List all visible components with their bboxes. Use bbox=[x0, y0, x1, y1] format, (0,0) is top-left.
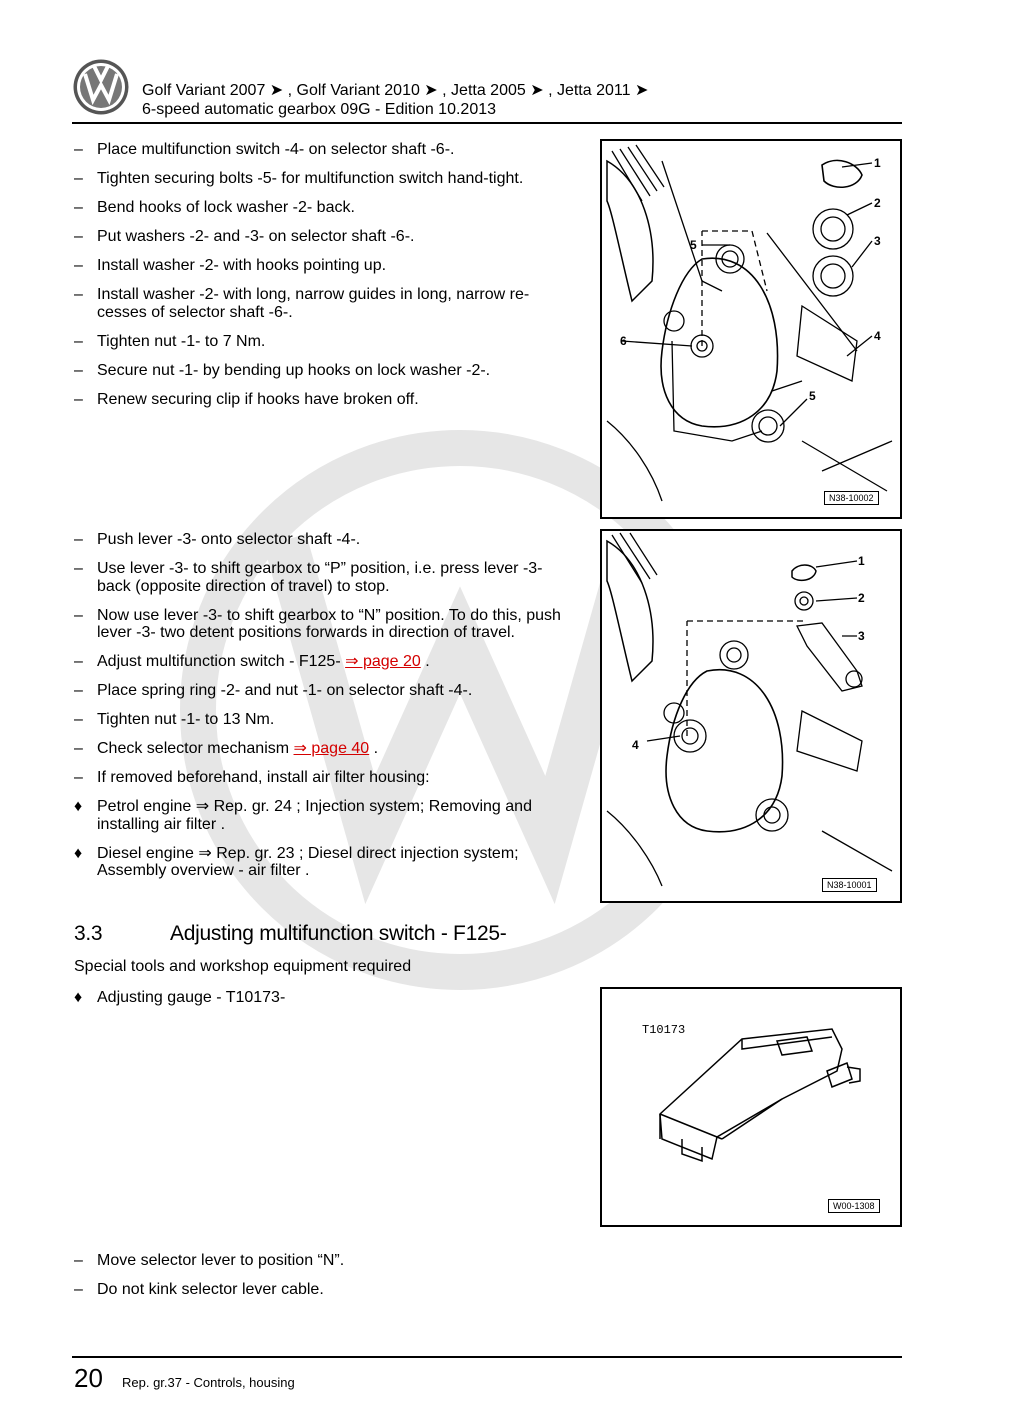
header-models: Golf Variant 2007 ➤ , Golf Variant 2010 ➤ , Jetta 2005 ➤ , Jetta 2011 ➤ bbox=[142, 82, 649, 99]
list-item: – Use lever -3- to shift gearbox to “P” position, i.e. press lever -3- back (opposite direction of travel) to stop. bbox=[74, 560, 543, 595]
list-item: ♦ Adjusting gauge - T10173- bbox=[74, 989, 286, 1006]
list-item: – Install washer -2- with hooks pointing up. bbox=[74, 257, 387, 274]
vw-logo-icon bbox=[72, 58, 130, 116]
figure-code: W00-1308 bbox=[828, 1199, 880, 1213]
adjusting-gauge-drawing bbox=[602, 989, 900, 1225]
switch-assembly-drawing bbox=[602, 141, 900, 517]
footer-chapter: Rep. gr.37 - Controls, housing bbox=[122, 1375, 295, 1390]
svg-text:6: 6 bbox=[620, 334, 627, 348]
figure-adjusting-gauge bbox=[600, 987, 902, 1227]
list-item: – Tighten nut -1- to 7 Nm. bbox=[74, 332, 266, 350]
instruction-list-3 bbox=[74, 1252, 574, 1310]
svg-text:5: 5 bbox=[690, 238, 697, 252]
tool-label: T10173 bbox=[642, 1023, 686, 1037]
list-item: – Push lever -3- onto selector shaft -4-. bbox=[74, 531, 361, 548]
svg-text:3: 3 bbox=[858, 629, 865, 643]
list-item: – Tighten nut -1- to 13 Nm. bbox=[74, 711, 275, 728]
page-header bbox=[72, 58, 902, 124]
svg-text:4: 4 bbox=[632, 738, 639, 752]
figure-code: N38-10002 bbox=[824, 491, 879, 505]
footer-rule bbox=[72, 1356, 902, 1358]
instruction-list-1 bbox=[74, 141, 574, 420]
list-item: – Tighten securing bolts -5- for multifunction switch hand-tight. bbox=[74, 170, 524, 187]
list-item: – Secure nut -1- by bending up hooks on lock washer -2-. bbox=[74, 361, 491, 379]
selector-lever-drawing bbox=[602, 531, 900, 901]
svg-text:1: 1 bbox=[858, 554, 865, 568]
list-item: ♦ Petrol engine ⇒ Rep. gr. 24 ; Injection system; Removing and installing air filter . bbox=[74, 798, 532, 833]
svg-text:1: 1 bbox=[874, 156, 881, 170]
list-item: – Install washer -2- with long, narrow guides in long, narrow re- cesses of selector shaft -6-. bbox=[74, 286, 530, 321]
figure-code: N38-10001 bbox=[822, 878, 877, 892]
tools-list bbox=[74, 989, 574, 1018]
section-number: 3.3 bbox=[74, 922, 103, 945]
page-40-link[interactable]: ⇒ page 40 bbox=[293, 740, 370, 757]
svg-text:4: 4 bbox=[874, 329, 881, 343]
list-item: – Renew securing clip if hooks have broken off. bbox=[74, 390, 419, 408]
list-item: – If removed beforehand, install air filter housing: bbox=[74, 769, 430, 786]
header-gearbox-edition: 6-speed automatic gearbox 09G - Edition 10.2013 bbox=[142, 101, 497, 118]
svg-text:3: 3 bbox=[874, 234, 881, 248]
list-item: – Place multifunction switch -4- on selector shaft -6-. bbox=[74, 141, 455, 158]
list-item: – Place spring ring -2- and nut -1- on selector shaft -4-. bbox=[74, 682, 473, 699]
list-item: – Move selector lever to position “N”. bbox=[74, 1252, 345, 1269]
svg-text:2: 2 bbox=[874, 196, 881, 210]
instruction-list-2 bbox=[74, 531, 569, 891]
section-heading bbox=[74, 922, 506, 946]
list-item: – Bend hooks of lock washer -2- back. bbox=[74, 199, 355, 216]
list-item: – Do not kink selector lever cable. bbox=[74, 1281, 324, 1298]
figure-selector-lever bbox=[600, 529, 902, 903]
list-item: ♦ Diesel engine ⇒ Rep. gr. 23 ; Diesel direct injection system; Assembly overview - air filter . bbox=[74, 844, 519, 879]
list-item: – Check selector mechanism ⇒ page 40 . bbox=[74, 740, 379, 757]
tools-subheading: Special tools and workshop equipment required bbox=[74, 958, 412, 975]
list-item: – Put washers -2- and -3- on selector shaft -6-. bbox=[74, 228, 415, 245]
svg-text:2: 2 bbox=[858, 591, 865, 605]
svg-text:5: 5 bbox=[809, 389, 816, 403]
page-20-link[interactable]: ⇒ page 20 bbox=[345, 653, 421, 670]
figure-multifunction-switch-exploded bbox=[600, 139, 902, 519]
page-number: 20 bbox=[74, 1363, 103, 1393]
list-item: – Adjust multifunction switch - F125- ⇒ page 20 . bbox=[74, 653, 430, 670]
section-title: Adjusting multifunction switch - F125- bbox=[170, 922, 507, 945]
list-item: – Now use lever -3- to shift gearbox to “N” position. To do this, push lever -3- two detent positions forwards in direction of travel. bbox=[74, 606, 561, 641]
